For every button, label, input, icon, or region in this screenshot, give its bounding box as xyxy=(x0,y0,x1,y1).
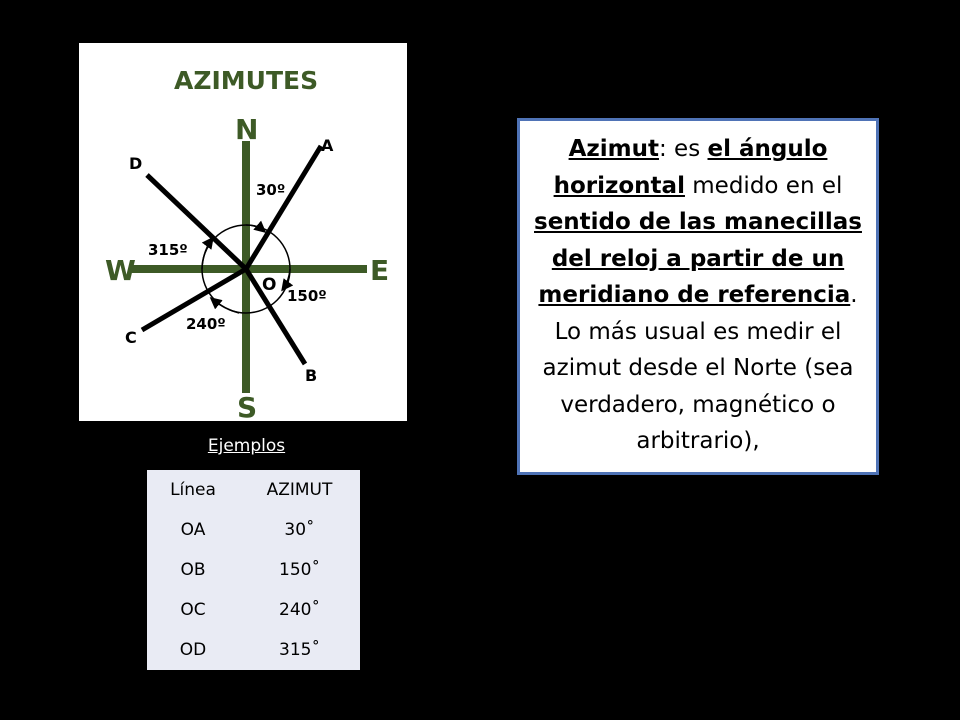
table-cell: OC xyxy=(180,600,206,620)
label-east: E xyxy=(370,254,390,287)
table-cell: OB xyxy=(180,560,206,580)
label-north: N xyxy=(235,113,259,146)
table-header: AZIMUT xyxy=(266,480,333,500)
definition-term: Azimut xyxy=(568,136,659,162)
table-cell: 240˚ xyxy=(279,600,320,620)
table-cell: 315˚ xyxy=(279,640,320,660)
label-south: S xyxy=(237,391,258,421)
azimuth-diagram xyxy=(79,43,407,421)
definition-sep: : es xyxy=(658,136,708,162)
label-a: A xyxy=(321,136,334,155)
examples-label: Ejemplos xyxy=(207,436,286,456)
table-cell: 30˚ xyxy=(284,520,315,540)
definition-box xyxy=(517,118,879,475)
table-header: Línea xyxy=(170,480,216,500)
table-row xyxy=(147,590,360,630)
angle-d: 315º xyxy=(148,241,188,259)
table-row xyxy=(147,550,360,590)
angle-b: 150º xyxy=(287,287,327,305)
table-cell: OD xyxy=(179,640,207,660)
definition-phrase-1: el ángulo horizontal xyxy=(553,136,828,199)
label-d: D xyxy=(129,154,143,173)
definition-phrase-2: sentido de las manecillas del reloj a partir de un meridiano de referencia xyxy=(534,209,862,308)
angle-c: 240º xyxy=(186,315,226,333)
azimuth-table xyxy=(147,470,360,670)
table-header-row xyxy=(147,470,360,510)
definition-text-3: . Lo más usual es medir el azimut desde el Norte (sea verdadero, magnético o arbitrario), xyxy=(542,282,858,454)
diagram-title: AZIMUTES xyxy=(174,66,319,95)
label-c: C xyxy=(125,328,137,347)
table-cell: 150˚ xyxy=(279,560,320,580)
table-cell: OA xyxy=(180,520,206,540)
label-origin: O xyxy=(262,275,277,295)
label-b: B xyxy=(305,366,318,385)
table-row xyxy=(147,510,360,550)
label-west: W xyxy=(105,254,136,287)
line-oa xyxy=(246,146,321,269)
angle-a: 30º xyxy=(256,181,286,199)
azimuth-diagram-svg xyxy=(79,43,407,421)
definition-text-2: medido en el xyxy=(684,172,843,199)
table-row xyxy=(147,630,360,670)
